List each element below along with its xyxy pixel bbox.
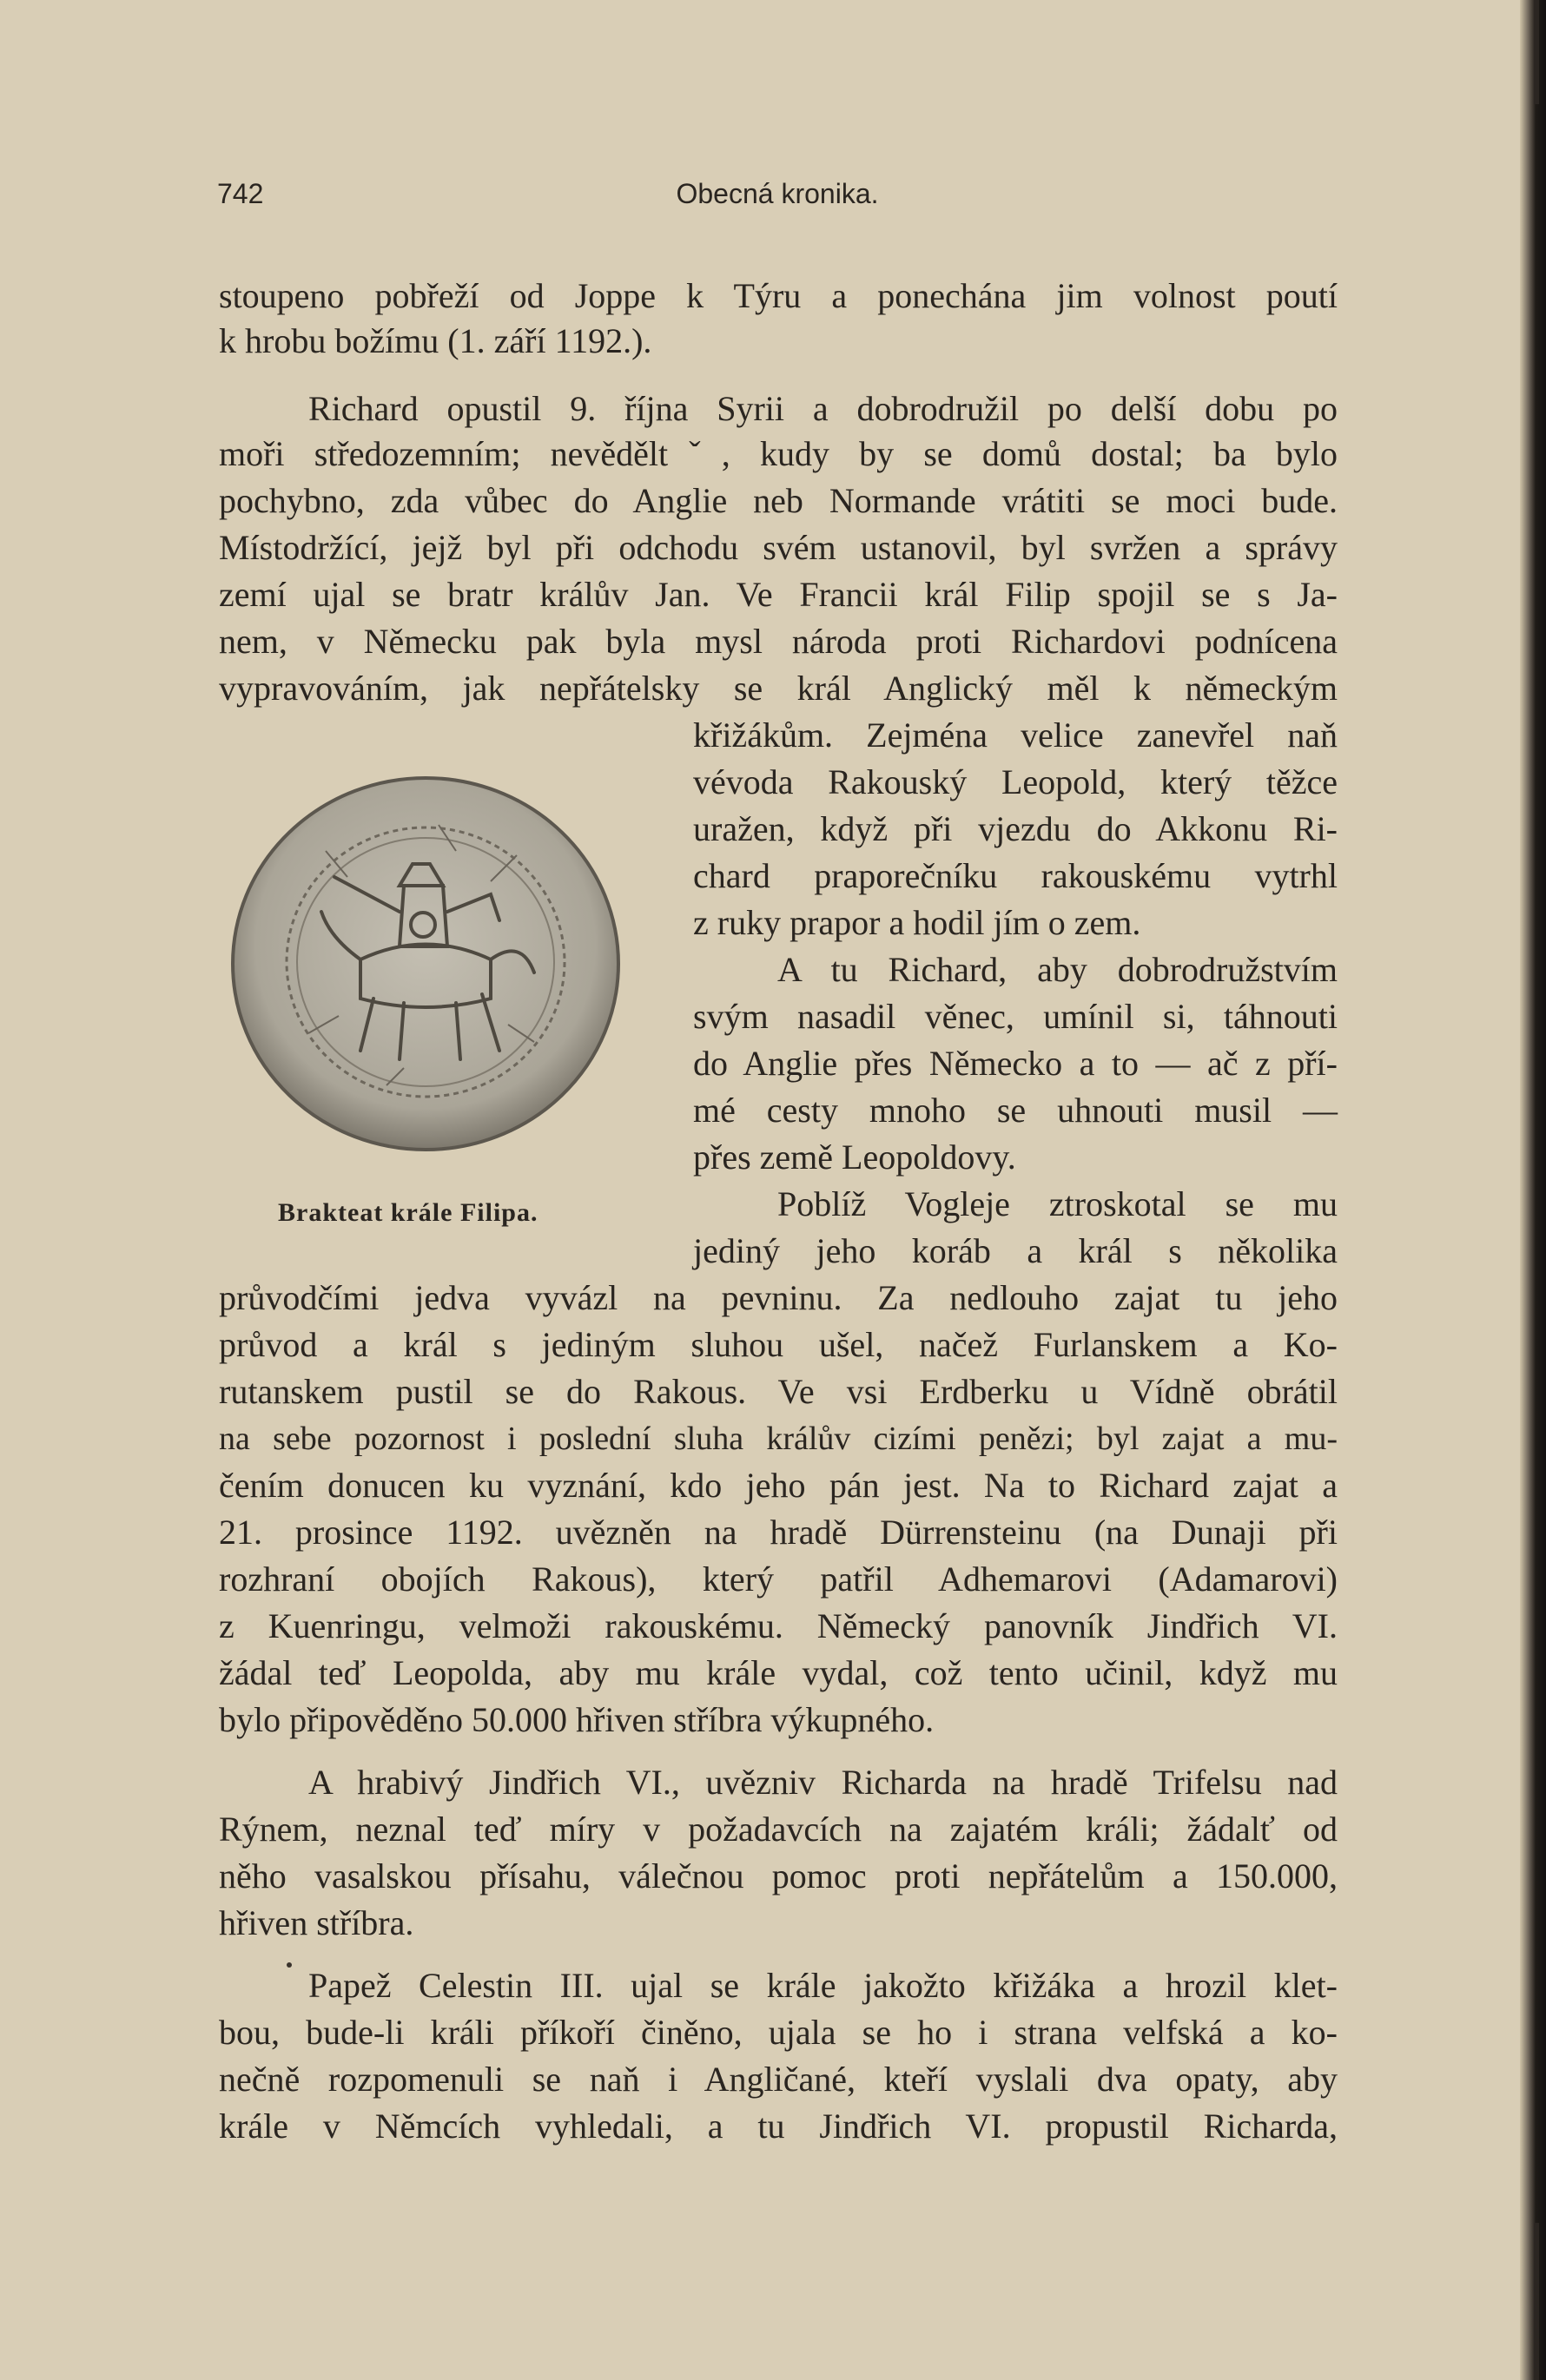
text-line: zemí ujal se bratr králův Jan. Ve Francii král Filip spojil se s Ja- bbox=[219, 575, 1338, 614]
book-edge bbox=[1520, 0, 1546, 2380]
text-line: Papež Celestin III. ujal se krále jakožto křižáka a hrozil klet- bbox=[308, 1966, 1338, 2005]
text-line: z ruky prapor a hodil jím o zem. bbox=[693, 903, 1141, 942]
text-line: přes země Leopoldovy. bbox=[693, 1137, 1016, 1177]
running-title: Obecná kronika. bbox=[676, 178, 879, 209]
text-line: z Kuenringu, velmoži rakouskému. Německý panovník Jindřich VI. bbox=[219, 1606, 1338, 1645]
text-line: bou, bude-li králi příkoří činěno, ujala se ho i strana velfská a ko- bbox=[219, 2013, 1338, 2052]
text-line: uražen, když při vjezdu do Akkonu Ri- bbox=[693, 809, 1338, 848]
bracteate-coin-figure bbox=[230, 773, 621, 1155]
text-line: hřiven stříbra. bbox=[219, 1903, 414, 1942]
text-line: rozhraní obojích Rakous), který patřil Adhemarovi (Adamarovi) bbox=[219, 1559, 1338, 1599]
text-line: na sebe pozornost i poslední sluha králův cizími penězi; byl zajat a mu- bbox=[219, 1421, 1338, 1457]
text-line: krále v Němcích vyhledali, a tu Jindřich VI. propustil Richarda, bbox=[219, 2106, 1338, 2146]
text-line: 21. prosince 1192. uvězněn na hradě Dürrensteinu (na Dunaji při bbox=[219, 1513, 1338, 1552]
text-line: vévoda Rakouský Leopold, který těžce bbox=[693, 762, 1338, 801]
text-line: rutanskem pustil se do Rakous. Ve vsi Erdberku u Vídně obrátil bbox=[219, 1372, 1338, 1411]
text-line: žádal teď Leopolda, aby mu krále vydal, což tento učinil, když mu bbox=[219, 1653, 1338, 1692]
edge-mark bbox=[1534, 2223, 1539, 2380]
text-line: vypravováním, jak nepřátelsky se král Anglický měl k německým bbox=[219, 669, 1338, 708]
text-line: průvod a král s jediným sluhou ušel, načež Furlanskem a Ko- bbox=[219, 1325, 1338, 1364]
text-line: Richard opustil 9. října Syrii a dobrodružil po delší dobu po bbox=[308, 389, 1338, 428]
text-line: něho vasalskou přísahu, válečnou pomoc proti nepřátelům a 150.000, bbox=[219, 1856, 1338, 1895]
text-line: křižákům. Zejména velice zanevřel naň bbox=[693, 715, 1338, 755]
text-line: A hrabivý Jindřich VI., uvězniv Richarda na hradě Trifelsu nad bbox=[308, 1763, 1338, 1802]
page-header bbox=[217, 178, 1338, 221]
text-line: průvodčími jedva vyvázl na pevninu. Za nedlouho zajat tu jeho bbox=[219, 1278, 1338, 1317]
text-line: nem, v Německu pak byla mysl národa proti Richardovi podnícena bbox=[219, 622, 1338, 661]
text-line: Místodržící, jejž byl při odchodu svém ustanovil, byl svržen a správy bbox=[219, 528, 1338, 567]
text-line: svým nasadil věnec, umínil si, táhnouti bbox=[693, 997, 1338, 1036]
text-line: k hrobu božímu (1. září 1192.). bbox=[219, 321, 652, 360]
ink-speck bbox=[287, 1962, 292, 1968]
text-line: bylo připověděno 50.000 hřiven stříbra výkupného. bbox=[219, 1700, 935, 1739]
text-line: nečně rozpomenuli se naň i Angličané, kteří vyslali dva opaty, aby bbox=[219, 2060, 1338, 2099]
text-line: Rýnem, neznal teď míry v požadavcích na zajatém králi; žádalť od bbox=[219, 1810, 1338, 1849]
text-line: Poblíž Vogleje ztroskotal se mu bbox=[777, 1184, 1338, 1223]
text-line: do Anglie přes Německo a to — ač z pří- bbox=[693, 1044, 1338, 1083]
text-line: A tu Richard, aby dobrodružstvím bbox=[777, 950, 1338, 989]
text-line: čením donucen ku vyznání, kdo jeho pán jest. Na to Richard zajat a bbox=[219, 1466, 1338, 1505]
text-line: pochybno, zda vůbec do Anglie neb Normande vrátiti se moci bude. bbox=[219, 481, 1338, 520]
text-line: chard praporečníku rakouskému vytrhl bbox=[693, 856, 1338, 895]
text-line: moři středozemním; nevěděltˇ, kudy by se domů dostal; ba bylo bbox=[219, 434, 1338, 473]
text-line: mé cesty mnoho se uhnouti musil — bbox=[693, 1091, 1338, 1130]
edge-mark bbox=[1534, 0, 1539, 104]
page-number: 742 bbox=[217, 178, 264, 209]
text-line: jediný jeho koráb a král s několika bbox=[693, 1231, 1338, 1270]
text-line: stoupeno pobřeží od Joppe k Týru a ponechána jim volnost poutí bbox=[219, 276, 1338, 315]
figure-caption: Brakteat krále Filipa. bbox=[278, 1198, 538, 1227]
